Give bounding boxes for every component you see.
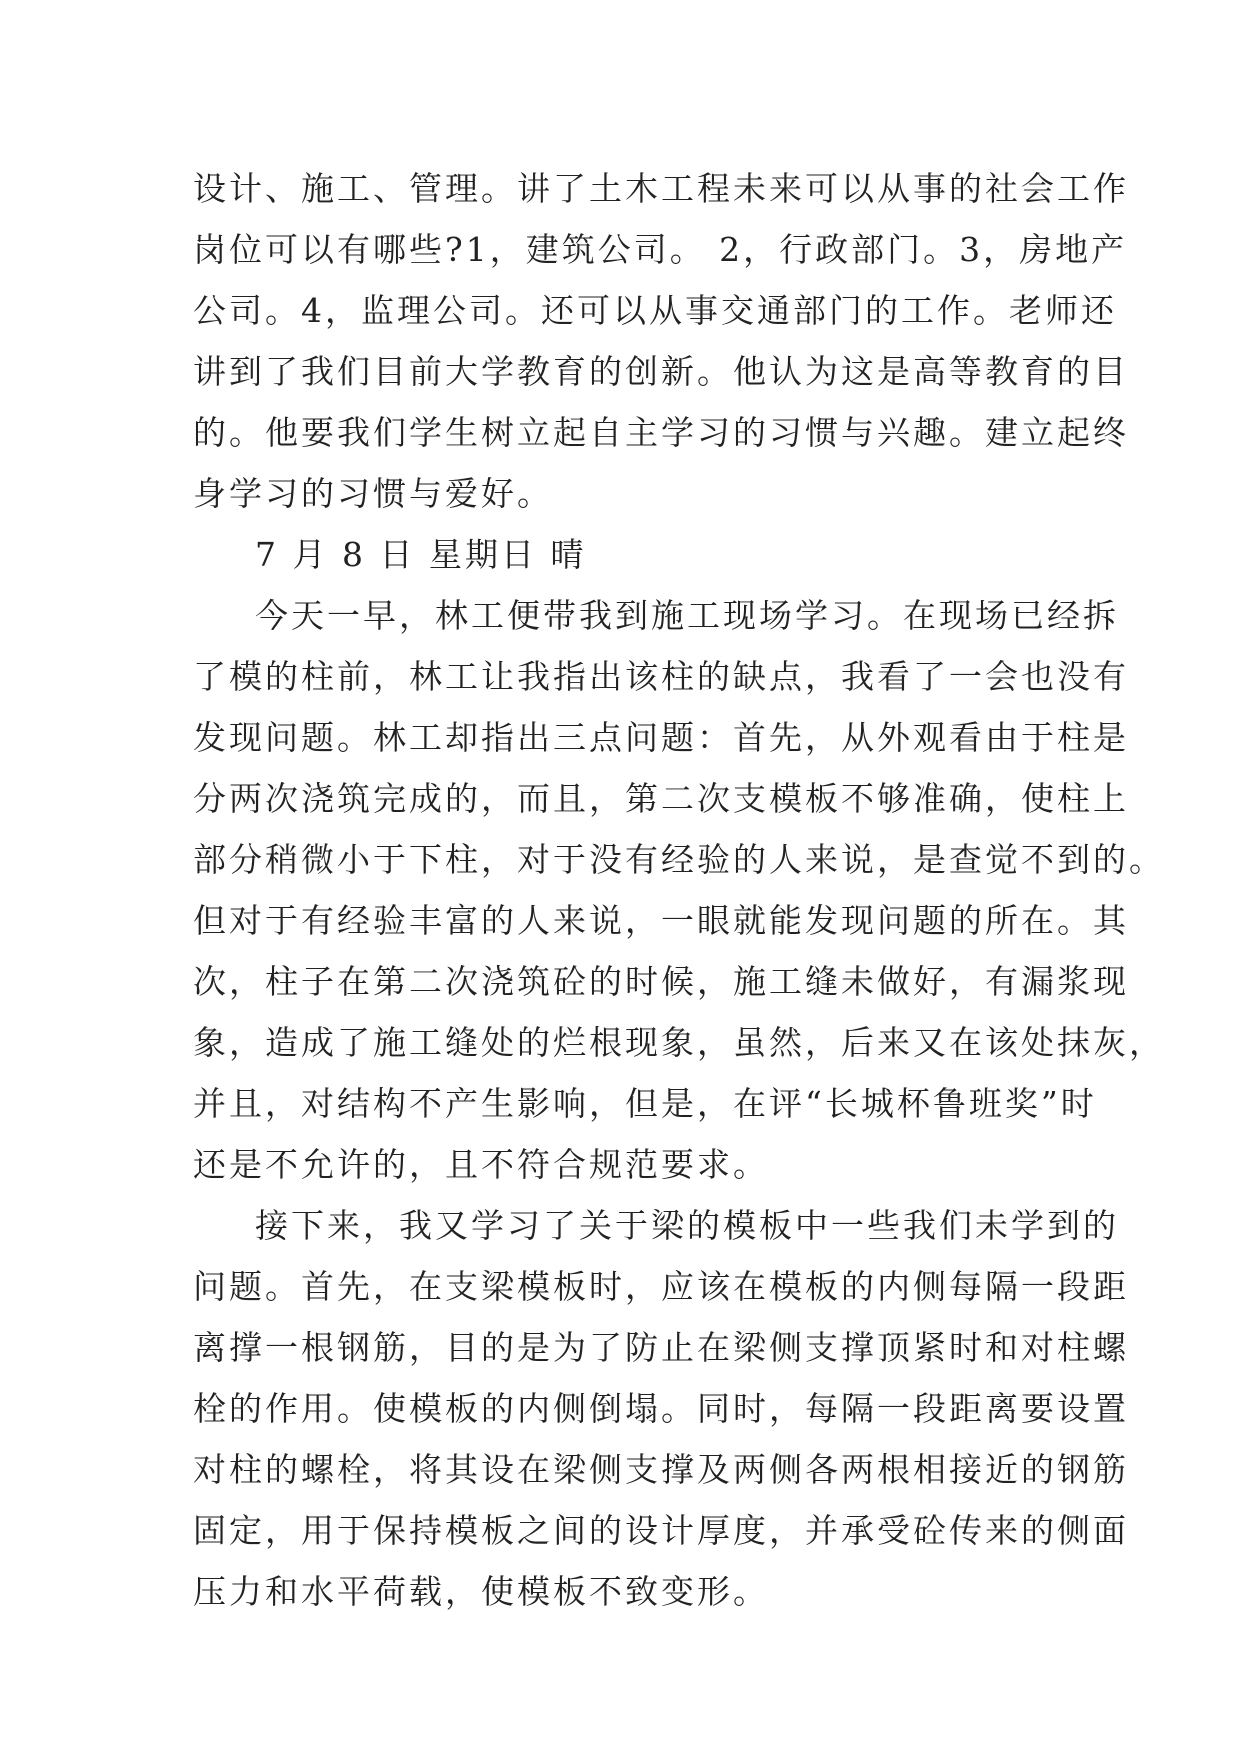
document-page xyxy=(193,158,1165,1622)
text-line: 离撑一根钢筋，目的是为了防止在梁侧支撑顶紧时和对柱螺 xyxy=(193,1328,1129,1367)
text-line: 次，柱子在第二次浇筑砼的时候，施工缝未做好，有漏浆现 xyxy=(193,962,1129,1001)
text-line: 问题。首先，在支梁模板时，应该在模板的内侧每隔一段距 xyxy=(193,1267,1129,1306)
text-line: 对柱的螺栓，将其设在梁侧支撑及两侧各两根相接近的钢筋 xyxy=(193,1450,1129,1489)
text-line: 象，造成了施工缝处的烂根现象，虽然，后来又在该处抹灰， xyxy=(193,1023,1165,1062)
text-line: 但对于有经验丰富的人来说，一眼就能发现问题的所在。其 xyxy=(193,901,1129,940)
text-line: 固定，用于保持模板之间的设计厚度，并承受砼传来的侧面 xyxy=(193,1511,1129,1550)
paragraph-major-intro xyxy=(193,158,1129,524)
text-line: 讲到了我们目前大学教育的创新。他认为这是高等教育的目 xyxy=(193,352,1129,391)
paragraph-column-inspection xyxy=(193,585,1165,1195)
text-line: 接下来，我又学习了关于梁的模板中一些我们未学到的 xyxy=(255,1206,1119,1245)
text-line: 发现问题。林工却指出三点问题：首先，从外观看由于柱是 xyxy=(193,718,1129,757)
date-line: 7 月 8 日 星期日 晴 xyxy=(255,535,587,574)
text-line: 部分稍微小于下柱，对于没有经验的人来说，是查觉不到的。 xyxy=(193,840,1165,879)
text-line: 身学习的习惯与爱好。 xyxy=(193,474,553,513)
diary-date-heading xyxy=(193,524,1053,585)
text-line: 栓的作用。使模板的内侧倒塌。同时，每隔一段距离要设置 xyxy=(193,1389,1129,1428)
text-line: 压力和水平荷载，使模板不致变形。 xyxy=(193,1572,769,1611)
paragraph-beam-formwork xyxy=(193,1195,1129,1622)
text-line: 设计、施工、管理。讲了土木工程未来可以从事的社会工作 xyxy=(193,169,1129,208)
text-line: 了模的柱前，林工让我指出该柱的缺点，我看了一会也没有 xyxy=(193,657,1129,696)
text-line: 并且，对结构不产生影响，但是，在评“长城杯鲁班奖”时 xyxy=(193,1084,1097,1123)
text-line: 今天一早，林工便带我到施工现场学习。在现场已经拆 xyxy=(255,596,1119,635)
text-line: 还是不允许的，且不符合规范要求。 xyxy=(193,1145,769,1184)
text-line: 公司。4，监理公司。还可以从事交通部门的工作。老师还 xyxy=(193,291,1117,330)
text-line: 岗位可以有哪些?1，建筑公司。 2，行政部门。3，房地产 xyxy=(193,230,1128,269)
text-line: 的。他要我们学生树立起自主学习的习惯与兴趣。建立起终 xyxy=(193,413,1129,452)
text-line: 分两次浇筑完成的，而且，第二次支模板不够准确，使柱上 xyxy=(193,779,1129,818)
